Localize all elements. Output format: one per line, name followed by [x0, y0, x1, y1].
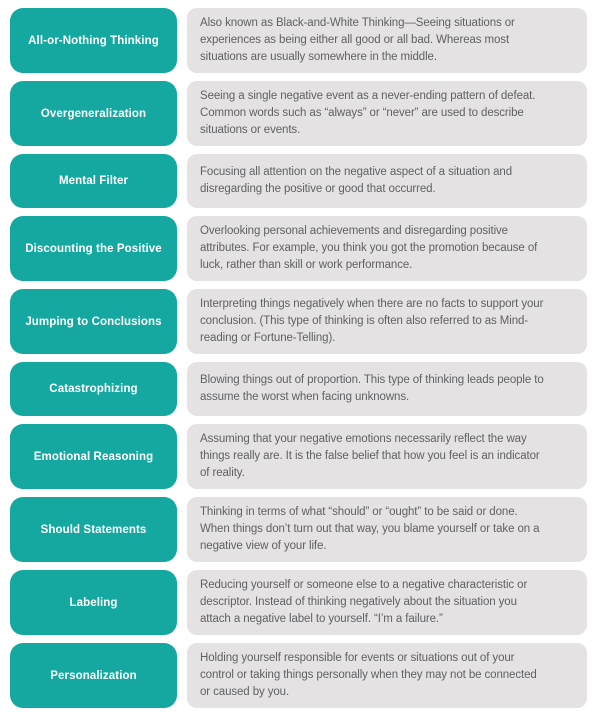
- description-line: Thinking in terms of what “should” or “ought” to be said or done.: [200, 506, 518, 518]
- table-row: [10, 643, 587, 708]
- description-line: negative view of your life.: [200, 540, 327, 552]
- description-line: Interpreting things negatively when there are no facts to support your: [200, 298, 544, 310]
- description-line: attach a negative label to yourself. “I’m a failure.”: [200, 613, 443, 625]
- description-line: Common words such as “always” or “never” are used to describe: [200, 107, 524, 119]
- distortion-label-button[interactable]: Overgeneralization: [10, 81, 177, 146]
- table-row: [10, 81, 587, 146]
- description-line: Overlooking personal achievements and disregarding positive: [200, 225, 508, 237]
- table-row: [10, 362, 587, 416]
- distortion-description: [187, 362, 587, 416]
- table-row: [10, 154, 587, 208]
- distortion-description: [187, 643, 587, 708]
- distortion-description: [187, 289, 587, 354]
- description-line: or caused by you.: [200, 686, 290, 698]
- distortion-label-button[interactable]: Discounting the Positive: [10, 216, 177, 281]
- table-row: [10, 289, 587, 354]
- description-line: When things don’t turn out that way, you blame yourself or take on a: [200, 523, 540, 535]
- distortion-description: [187, 8, 587, 73]
- distortion-label-button[interactable]: Personalization: [10, 643, 177, 708]
- description-line: situations are usually somewhere in the middle.: [200, 51, 437, 63]
- description-line: Reducing yourself or someone else to a negative characteristic or: [200, 579, 528, 591]
- table-row: [10, 216, 587, 281]
- distortion-label-button[interactable]: Mental Filter: [10, 154, 177, 208]
- description-line: Blowing things out of proportion. This type of thinking leads people to: [200, 374, 544, 386]
- description-line: Also known as Black-and-White Thinking—Seeing situations or: [200, 17, 515, 29]
- distortion-description: [187, 497, 587, 562]
- description-line: experiences as being either all good or all bad. Whereas most: [200, 34, 510, 46]
- description-line: attributes. For example, you think you got the promotion because of: [200, 242, 538, 254]
- distortion-description: [187, 154, 587, 208]
- distortion-description: [187, 570, 587, 635]
- description-line: Seeing a single negative event as a never-ending pattern of defeat.: [200, 90, 536, 102]
- description-line: control or taking things personally when they may not be connected: [200, 669, 537, 681]
- table-row: [10, 424, 587, 489]
- description-line: conclusion. (This type of thinking is often also referred to as Mind-: [200, 315, 529, 327]
- distortion-label-button[interactable]: Catastrophizing: [10, 362, 177, 416]
- distortion-label-button[interactable]: All-or-Nothing Thinking: [10, 8, 177, 73]
- distortion-description: [187, 216, 587, 281]
- distortion-label-button[interactable]: Labeling: [10, 570, 177, 635]
- table-row: [10, 497, 587, 562]
- distortion-label-button[interactable]: Should Statements: [10, 497, 177, 562]
- distortion-label-button[interactable]: Jumping to Conclusions: [10, 289, 177, 354]
- distortion-description: [187, 424, 587, 489]
- description-line: assume the worst when facing unknowns.: [200, 391, 410, 403]
- description-line: luck, rather than skill or work performance.: [200, 259, 413, 271]
- description-line: Assuming that your negative emotions necessarily reflect the way: [200, 433, 527, 445]
- description-line: Holding yourself responsible for events or situations out of your: [200, 652, 515, 664]
- distortion-description: [187, 81, 587, 146]
- description-line: Focusing all attention on the negative aspect of a situation and: [200, 166, 512, 178]
- distortion-label-button[interactable]: Emotional Reasoning: [10, 424, 177, 489]
- table-row: [10, 570, 587, 635]
- description-line: of reality.: [200, 467, 245, 479]
- description-line: reading or Fortune-Telling).: [200, 332, 336, 344]
- description-line: situations or events.: [200, 124, 301, 136]
- description-line: things really are. It is the false belief that how you feel is an indicator: [200, 450, 540, 462]
- table-row: [10, 8, 587, 73]
- description-line: disregarding the positive or good that occurred.: [200, 183, 436, 195]
- description-line: descriptor. Instead of thinking negatively about the situation you: [200, 596, 517, 608]
